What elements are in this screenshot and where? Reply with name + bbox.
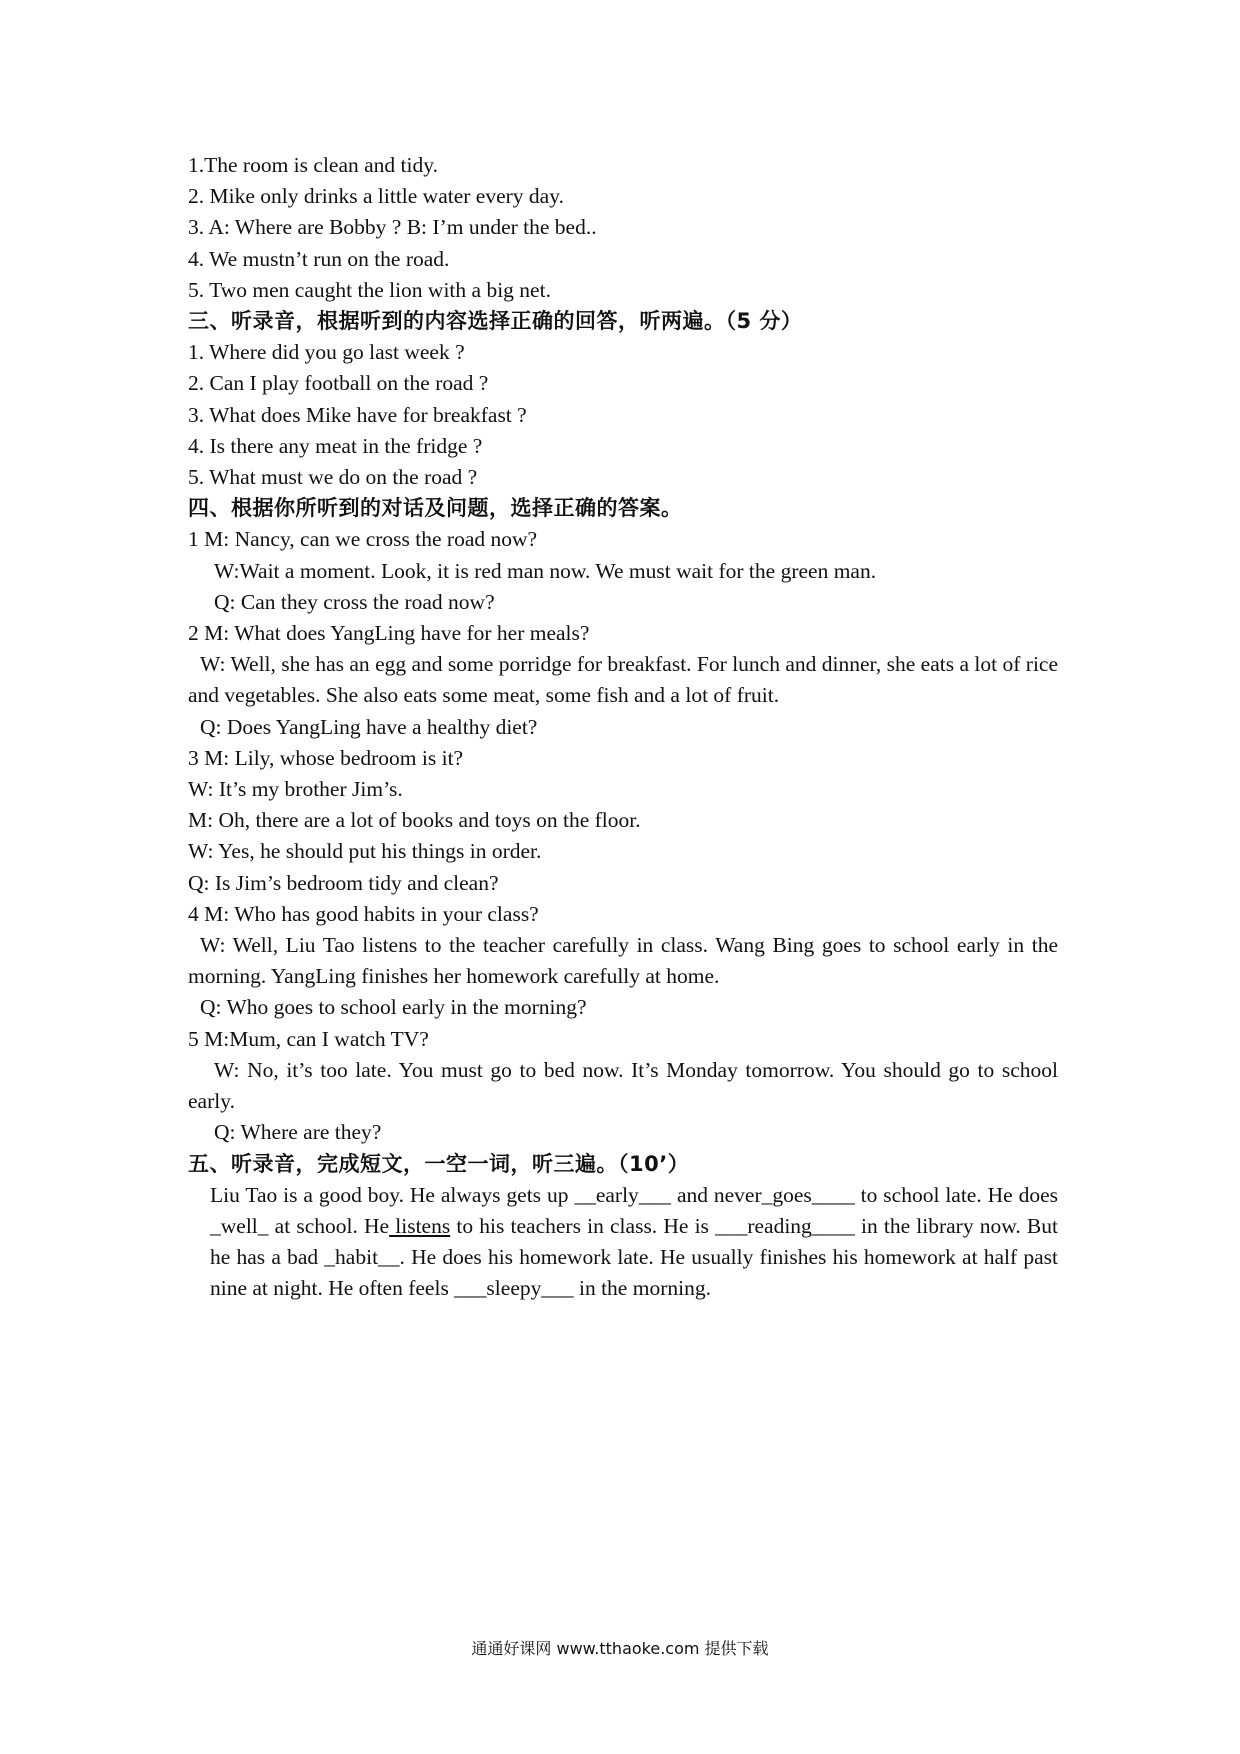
dialogue3-q: Q: Is Jim’s bedroom tidy and clean? [188, 870, 499, 895]
section3-item-4: 4. Is there any meat in the fridge ? [188, 433, 483, 458]
dialogue3-m2: M: Oh, there are a lot of books and toys on the floor. [188, 808, 641, 833]
dialogue3-w1: W: It’s my brother Jim’s. [188, 777, 403, 802]
section2-item-4: 4. We mustn’t run on the road. [188, 246, 450, 271]
section2-item-3: 3. A: Where are Bobby ? B: I’m under the bed.. [188, 215, 597, 240]
section5-passage [188, 1180, 1058, 1305]
exam-page-content [188, 150, 1058, 1305]
passage-part-2: to his teachers in class. He is ___reading____ in the library now. But he has a bad _habit__. He does his homework late. He usually finishes his homework at half past nine at night. He often feels ___sleepy___ in the morning. [210, 1213, 1058, 1301]
passage-part-1: Liu Tao is a good boy. He always gets up __early___ and never_goes____ to school late. He does _well_ at school. He [210, 1182, 1058, 1238]
section2-item-1: 1.The room is clean and tidy. [188, 153, 438, 177]
dialogue2-q: Q: Does YangLing have a healthy diet? [200, 714, 538, 739]
section2-item-5: 5. Two men caught the lion with a big net. [188, 277, 551, 302]
dialogue2-m: 2 M: What does YangLing have for her meals? [188, 621, 590, 646]
dialogue1-m: 1 M: Nancy, can we cross the road now? [188, 527, 538, 552]
section3-heading: 三、听录音，根据听到的内容选择正确的回答，听两遍。（5 分） [188, 309, 803, 334]
dialogue2-w-text: W: Well, she has an egg and some porridge for breakfast. For lunch and dinner, she eats a lot of rice and vegetables. She also eats some meat, some fish and a lot of fruit. [188, 652, 1058, 708]
dialogue1-w: W:Wait a moment. Look, it is red man now. We must wait for the green man. [214, 558, 877, 583]
dialogue1-q: Q: Can they cross the road now? [214, 589, 495, 614]
section3-item-1: 1. Where did you go last week ? [188, 340, 465, 365]
dialogue2-w [188, 649, 1058, 711]
dialogue4-q: Q: Who goes to school early in the morning? [200, 995, 587, 1020]
dialogue5-m: 5 M:Mum, can I watch TV? [188, 1026, 429, 1051]
section3-item-5: 5. What must we do on the road ? [188, 465, 478, 490]
passage-underlined-word: listens [389, 1213, 451, 1238]
section3-item-2: 2. Can I play football on the road ? [188, 371, 489, 396]
dialogue3-w2: W: Yes, he should put his things in order. [188, 839, 542, 864]
page-footer: 通通好课网 www.tthaoke.com 提供下载 [471, 1639, 769, 1658]
section3-item-3: 3. What does Mike have for breakfast ? [188, 402, 527, 427]
dialogue5-w [188, 1055, 1058, 1117]
section5-heading: 五、听录音，完成短文，一空一词，听三遍。（10’） [188, 1151, 690, 1176]
dialogue3-m: 3 M: Lily, whose bedroom is it? [188, 745, 464, 770]
dialogue4-m: 4 M: Who has good habits in your class? [188, 901, 539, 926]
dialogue5-q: Q: Where are they? [214, 1120, 382, 1145]
section4-heading: 四、根据你所听到的对话及问题，选择正确的答案。 [188, 496, 683, 521]
dialogue4-w [188, 930, 1058, 992]
dialogue4-w-text: W: Well, Liu Tao listens to the teacher carefully in class. Wang Bing goes to school early in the morning. YangLing finishes her homework carefully at home. [188, 933, 1058, 989]
dialogue5-w-text: W: No, it’s too late. You must go to bed now. It’s Monday tomorrow. You should go to school early. [188, 1057, 1058, 1114]
section2-item-2: 2. Mike only drinks a little water every day. [188, 184, 564, 209]
